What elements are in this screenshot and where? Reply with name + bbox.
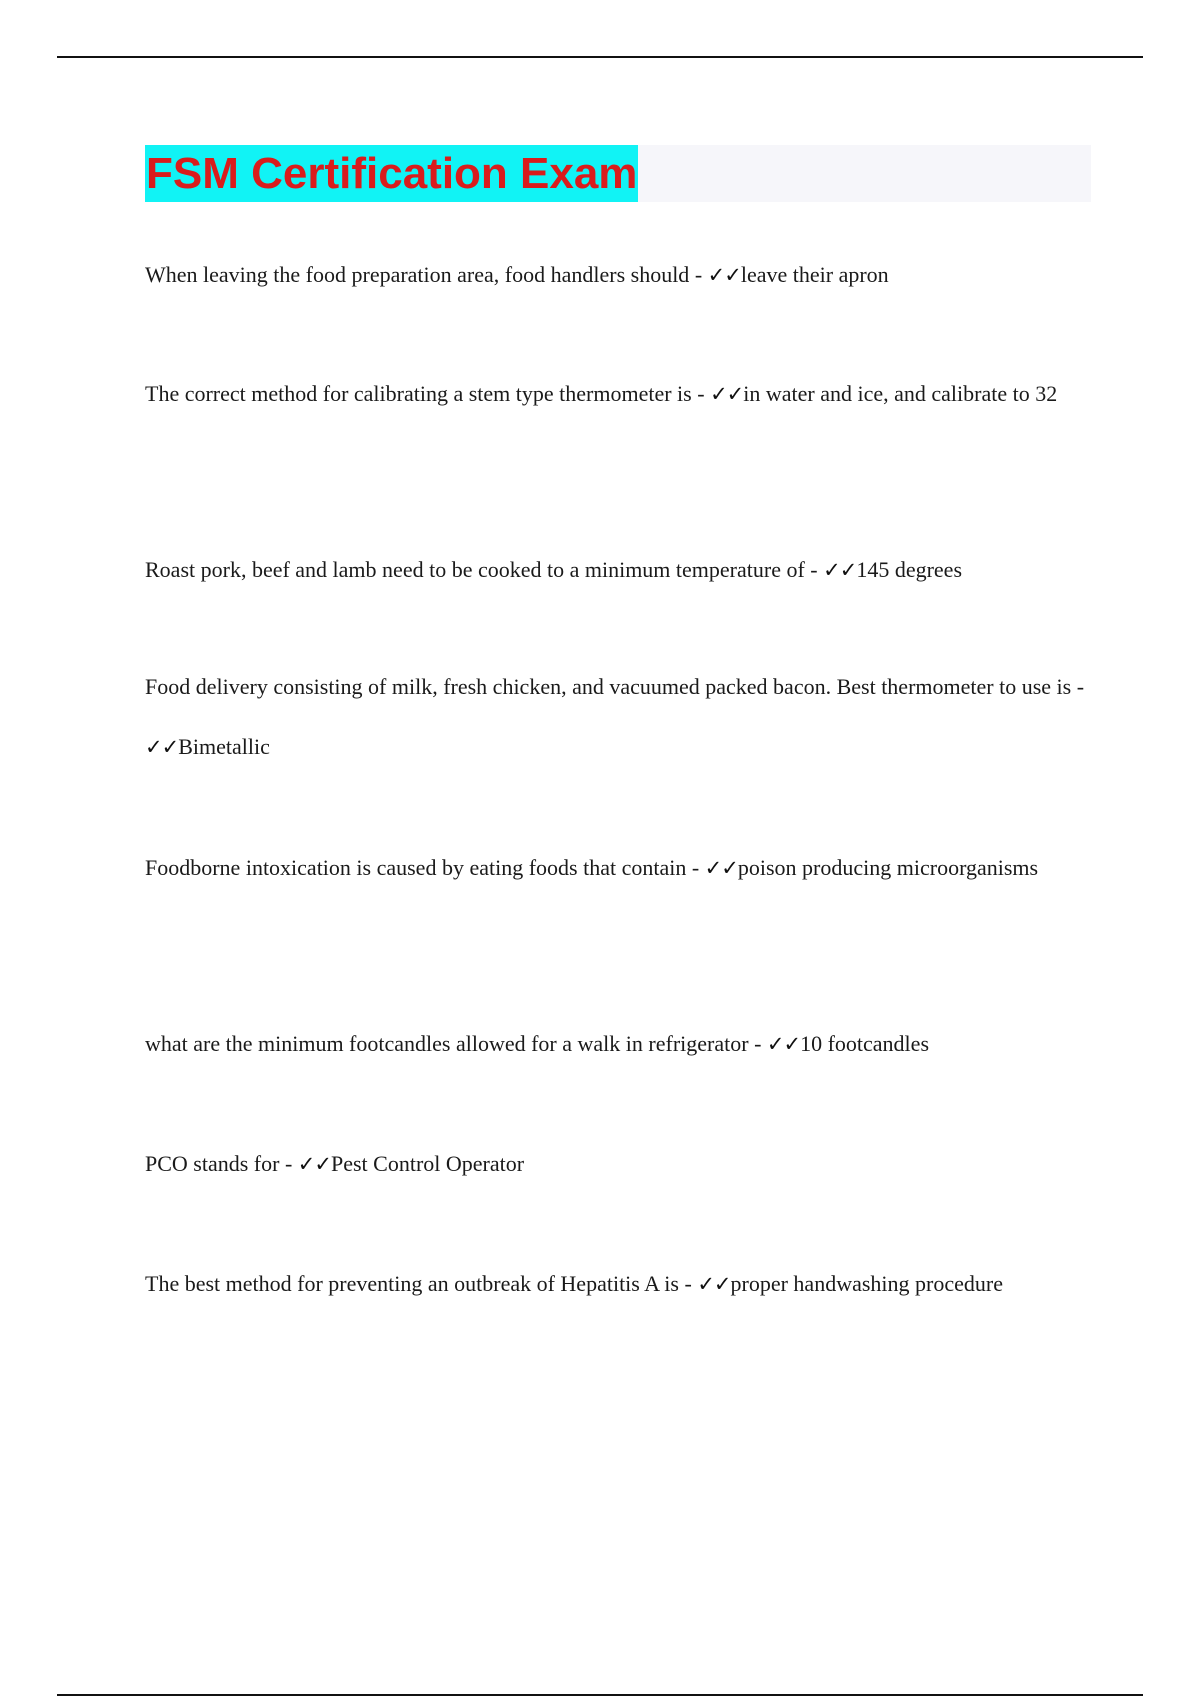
answer-text: Pest Control Operator <box>330 1151 525 1176</box>
separator: - <box>804 557 824 582</box>
qa-item-4 <box>145 657 1095 777</box>
top-rule <box>57 56 1143 58</box>
double-check-icon: ✓✓ <box>766 1032 801 1056</box>
qa-item-5 <box>145 838 1095 898</box>
question-text: PCO stands for <box>145 1151 280 1176</box>
separator: - <box>689 262 708 287</box>
separator: - <box>1071 674 1085 699</box>
double-check-icon: ✓✓ <box>707 263 741 287</box>
qa-item-2 <box>145 364 1095 424</box>
question-text: Food delivery consisting of milk, fresh chicken, and vacuumed packed bacon. Best thermometer to use is <box>145 674 1072 699</box>
title-highlight <box>145 145 638 202</box>
answer-text: poison producing microorganisms <box>737 855 1039 880</box>
separator: - <box>691 381 711 406</box>
qa-item-3 <box>145 540 1095 600</box>
separator: - <box>748 1031 767 1056</box>
answer-text: proper handwashing procedure <box>730 1271 1003 1296</box>
qa-item-1 <box>145 245 1095 305</box>
double-check-icon: ✓✓ <box>297 1152 331 1176</box>
qa-item-6 <box>145 1014 1095 1074</box>
answer-text: 10 footcandles <box>800 1031 929 1056</box>
document-title: FSM Certification Exam <box>146 149 638 198</box>
double-check-icon: ✓✓ <box>145 735 179 759</box>
answer-text: 145 degrees <box>856 557 963 582</box>
qa-item-7 <box>145 1134 1095 1194</box>
question-text: The best method for preventing an outbreak of Hepatitis A is <box>145 1271 679 1296</box>
answer-text: leave their apron <box>740 262 889 287</box>
separator: - <box>279 1151 298 1176</box>
bottom-rule <box>57 1694 1143 1696</box>
question-text: When leaving the food preparation area, food handlers should <box>145 262 690 287</box>
qa-item-8 <box>145 1254 1095 1314</box>
question-text: Roast pork, beef and lamb need to be cooked to a minimum temperature of <box>145 557 805 582</box>
double-check-icon: ✓✓ <box>704 856 738 880</box>
question-text: Foodborne intoxication is caused by eating foods that contain <box>145 855 687 880</box>
separator: - <box>678 1271 698 1296</box>
answer-text: Bimetallic <box>178 734 270 759</box>
answer-text: in water and ice, and calibrate to 32 <box>743 381 1058 406</box>
question-text: what are the minimum footcandles allowed for a walk in refrigerator <box>145 1031 749 1056</box>
double-check-icon: ✓✓ <box>823 558 857 582</box>
double-check-icon: ✓✓ <box>710 382 744 406</box>
question-text: The correct method for calibrating a stem type thermometer is <box>145 381 692 406</box>
double-check-icon: ✓✓ <box>697 1272 731 1296</box>
separator: - <box>686 855 705 880</box>
